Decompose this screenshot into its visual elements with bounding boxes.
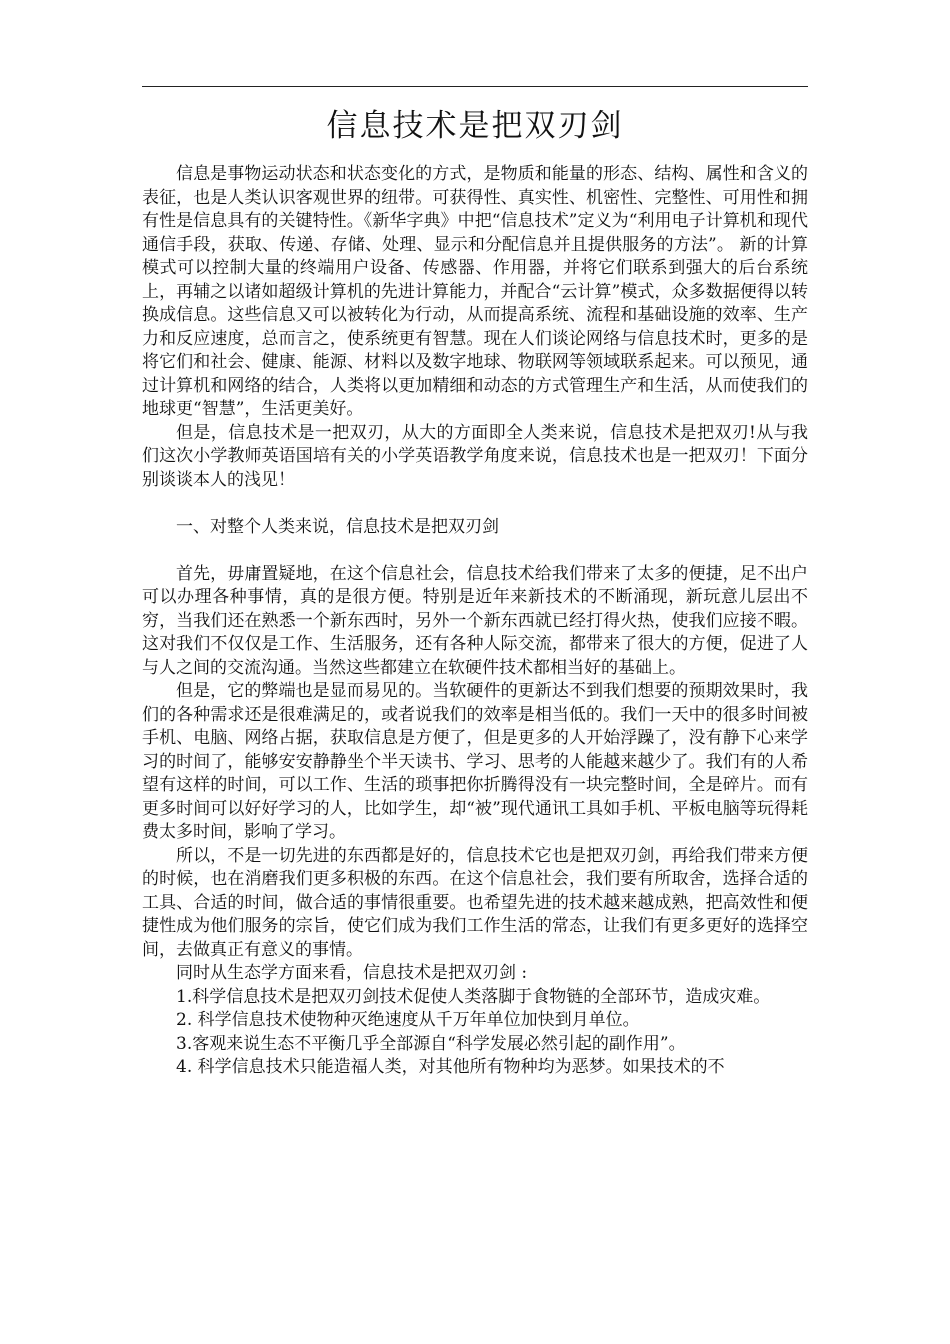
document-body — [142, 163, 808, 1080]
paragraph-double-edged: 但是，信息技术是一把双刃，从大的方面即全人类来说，信息技术是把双刃!从与我们这次小学教师英语国培有关的小学英语教学角度来说，信息技术也是一把双刃！下面分别谈谈本人的浅见！ — [142, 422, 808, 490]
paragraph-convenience: 首先，毋庸置疑地，在这个信息社会，信息技术给我们带来了太多的便捷，足不出户可以办理各种事情，真的是很方便。特别是近年来新技术的不断涌现，新玩意儿层出不穷，当我们还在熟悉一个新东西时，另外一个新东西就已经打得火热，使我们应接不暇。这对我们不仅仅是工作、生活服务，还有各种人际交流，都带来了很大的方便，促进了人与人之间的交流沟通。当然这些都建立在软硬件技术都相当好的基础上。 — [142, 563, 808, 678]
list-item-2: 2. 科学信息技术使物种灭绝速度从千万年单位加快到月单位。 — [176, 1010, 640, 1030]
section-heading: 一、对整个人类来说，信息技术是把双刃剑 — [176, 516, 499, 537]
paragraph-conclusion: 所以，不是一切先进的东西都是好的，信息技术它也是把双刃剑，再给我们带来方便的时候，也在消磨我们更多积极的东西。在这个信息社会，我们要有所取舍，选择合适的工具、合适的时间，做合适的事情很重要。也希望先进的技术越来越成熟，把高效性和便捷性成为他们服务的宗旨，使它们成为我们工作生活的常态，让我们有更多更好的选择空间，去做真正有意义的事情。 — [142, 845, 808, 960]
list-item-3: 3.客观来说生态不平衡几乎全部源自“科学发展必然引起的副作用”。 — [176, 1033, 686, 1054]
list-item-1: 1.科学信息技术是把双刃剑技术促使人类落脚于食物链的全部环节，造成灾难。 — [176, 986, 771, 1007]
paragraph-ecology-intro: 同时从生态学方面来看，信息技术是把双刃剑 : — [176, 963, 528, 983]
paragraph-intro: 信息是事物运动状态和状态变化的方式，是物质和能量的形态、结构、属性和含义的表征，也是人类认识客观世界的纽带。可获得性、真实性、机密性、完整性、可用性和拥有性是信息具有的关键特性。《新华字典》中把“信息技术”定义为“利用电子计算机和现代通信手段，获取、传递、存储、处理、显示和分配信息并且提供服务的方法”。 新的计算模式可以控制大量的终端用户设备、传感器、作用器，并将它们联系到强大的后台系统上，再辅之以诸如超级计算机的先进计算能力，并配合“云计算”模式，众多数据便得以转换成信息。这些信息又可以被转化为行动，从而提高系统、流程和基础设施的效率、生产力和反应速度，总而言之，使系统更有智慧。现在人们谈论网络与信息技术时，更多的是将它们和社会、健康、能源、材料以及数字地球、物联网等领域联系起来。可以预见，通过计算机和网络的结合，人类将以更加精细和动态的方式管理生产和生活，从而使我们的地球更“智慧”，生活更美好。 — [142, 164, 808, 419]
paragraph-drawbacks: 但是，它的弊端也是显而易见的。当软硬件的更新达不到我们想要的预期效果时，我们的各种需求还是很难满足的，或者说我们的效率是相当低的。我们一天中的很多时间被手机、电脑、网络占据，获取信息是方便了，但是更多的人开始浮躁了，没有静下心来学习的时间了，能够安安静静坐个半天读书、学习、思考的人能越来越少了。我们有的人希望有这样的时间，可以工作、生活的琐事把你折腾得没有一块完整时间，全是碎片。而有更多时间可以好好学习的人，比如学生，却“被”现代通讯工具如手机、平板电脑等玩得耗费太多时间，影响了学习。 — [142, 681, 808, 842]
header-rule — [142, 86, 808, 87]
list-item-4: 4. 科学信息技术只能造福人类，对其他所有物种均为恶梦。如果技术的不 — [176, 1057, 725, 1077]
document-title: 信息技术是把双刃剑 — [326, 108, 624, 144]
